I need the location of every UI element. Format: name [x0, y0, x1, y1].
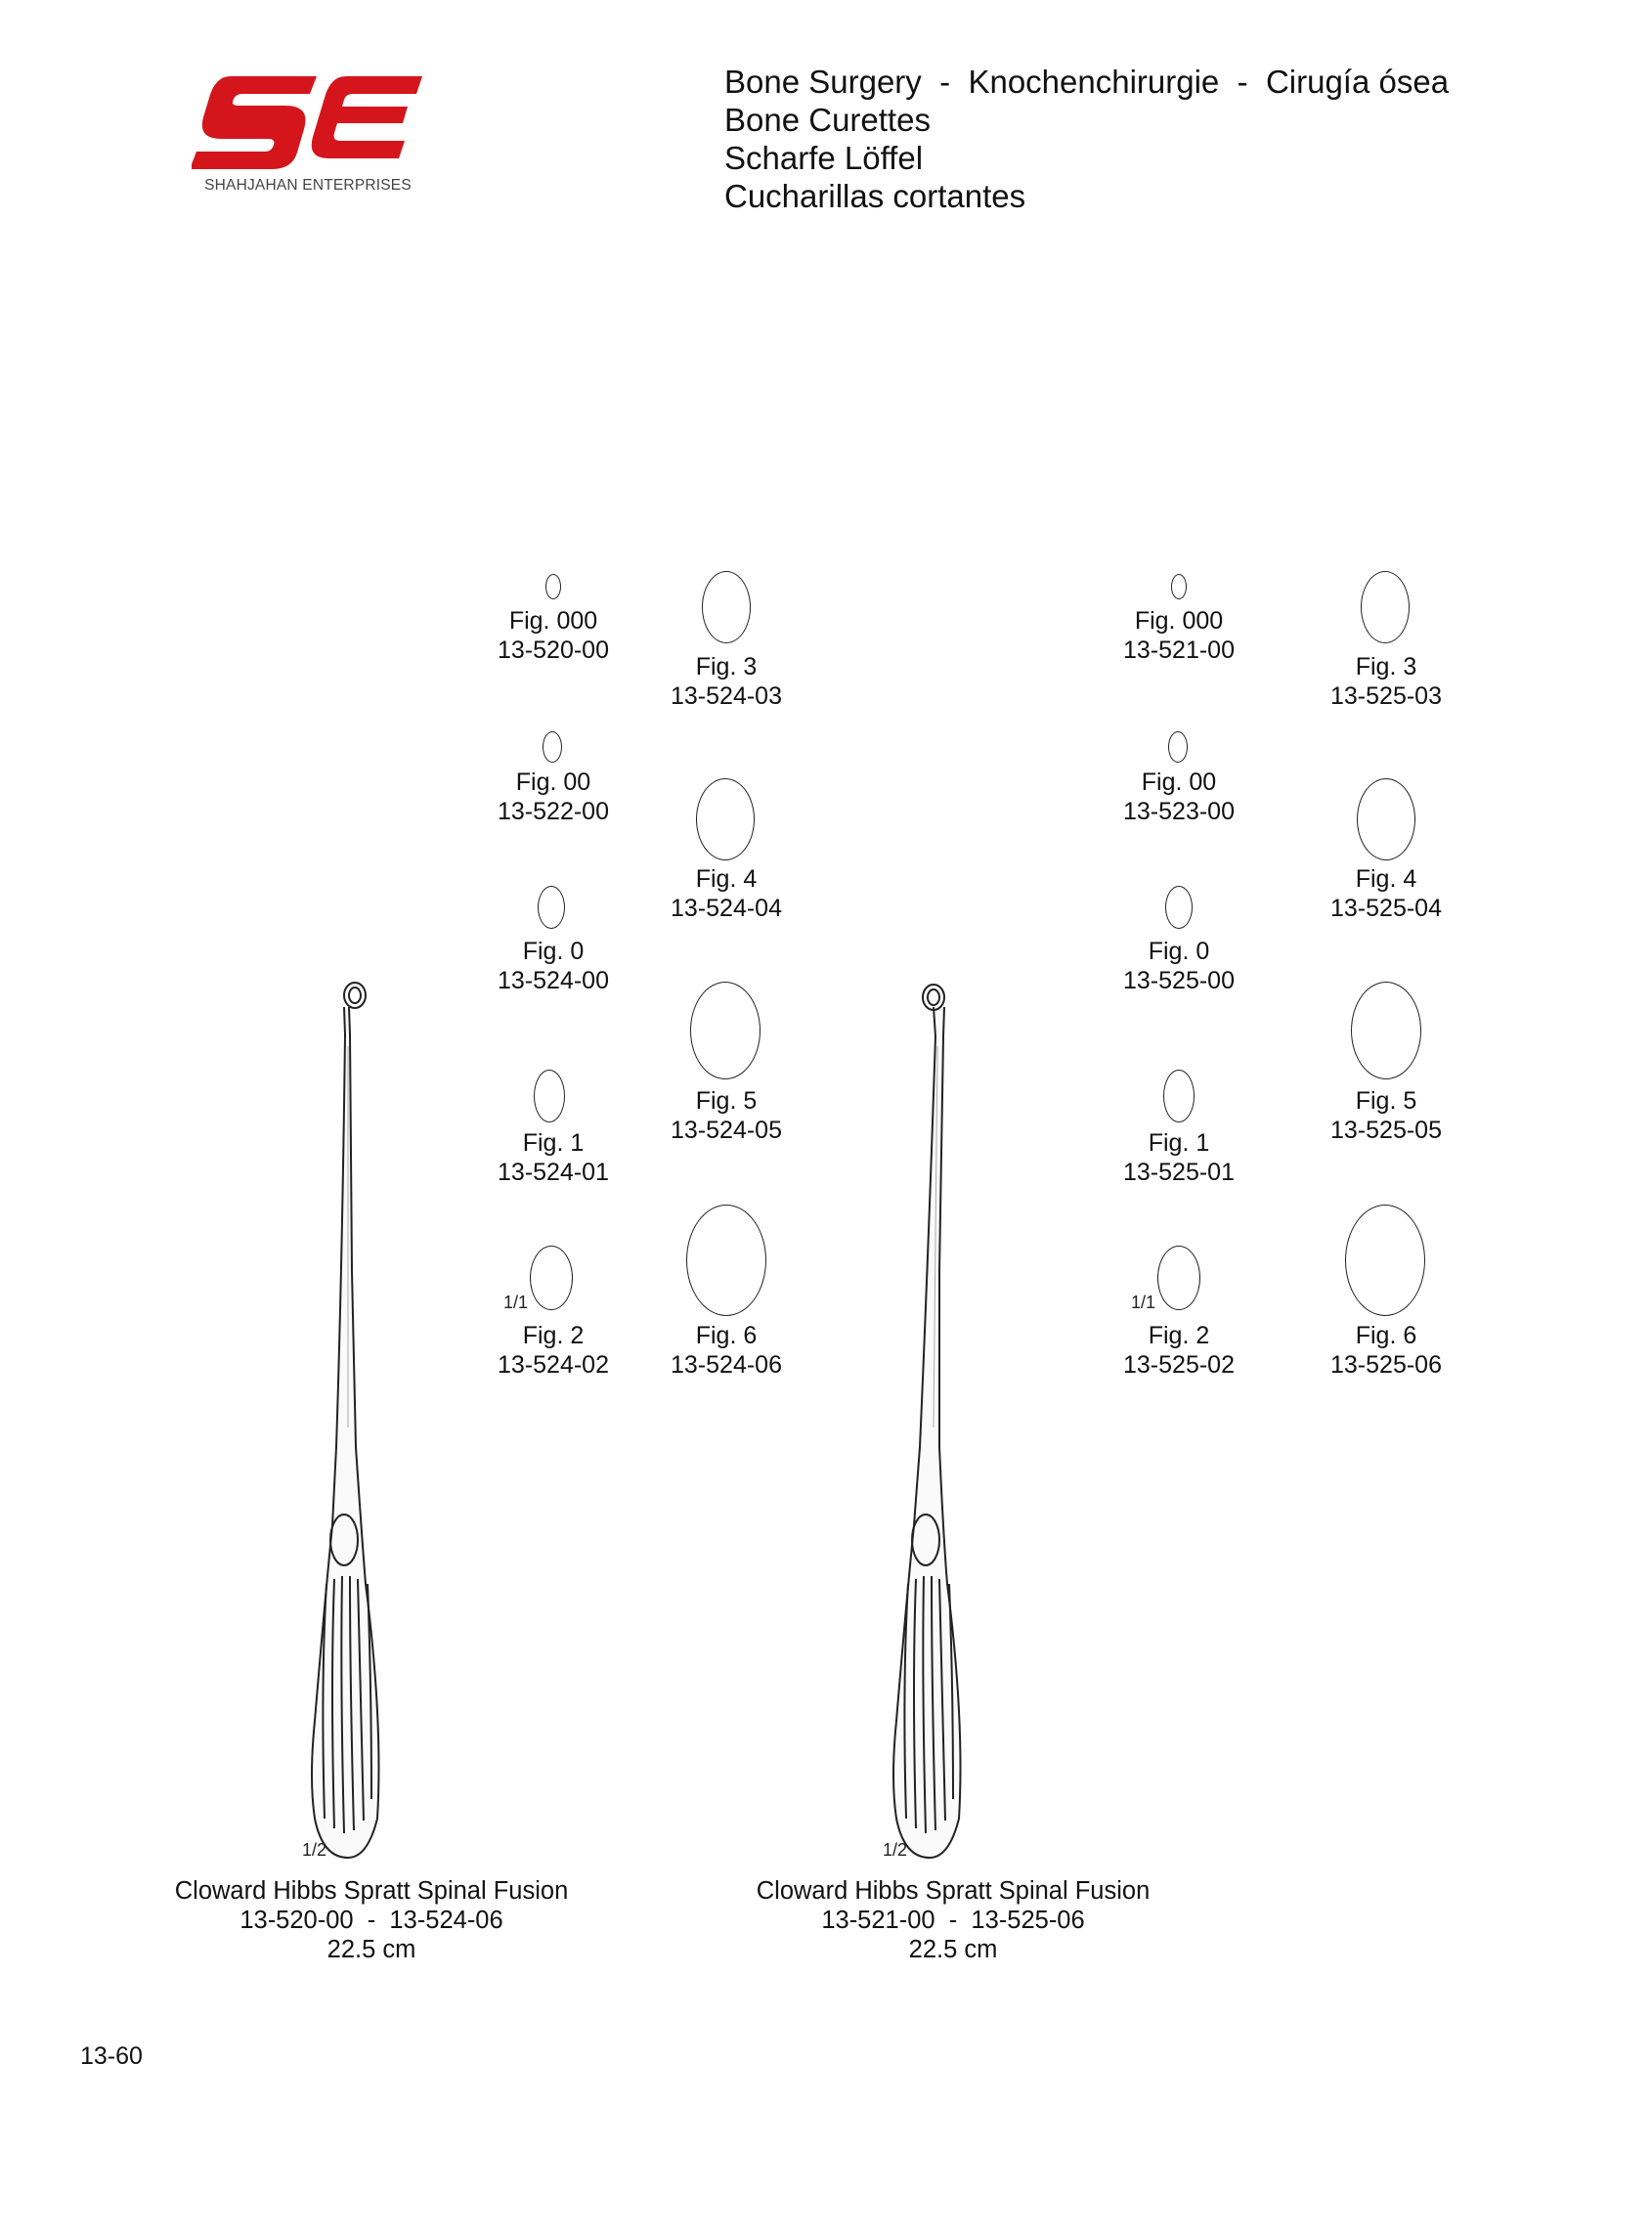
fig-label: Fig. 000 13-521-00 — [1123, 607, 1235, 664]
instrument-scale-label: 1/2 — [883, 1840, 908, 1860]
page-number: 13-60 — [80, 2042, 143, 2070]
tip-outline — [690, 982, 761, 1079]
fig-label: Fig. 0 13-525-00 — [1123, 938, 1235, 994]
product-caption-left — [117, 1876, 626, 1964]
fig-label: Fig. 2 13-525-02 — [1123, 1322, 1235, 1379]
tip-outline — [534, 1070, 565, 1122]
tip-outline — [543, 731, 562, 763]
curette-illustration-left — [293, 978, 489, 1877]
fig-label: Fig. 1 13-525-01 — [1123, 1129, 1235, 1186]
tip-outline — [530, 1246, 573, 1310]
tip-outline — [1357, 778, 1415, 860]
tip-outline — [686, 1205, 766, 1316]
product-caption-right — [699, 1876, 1207, 1964]
tip-outline — [1361, 571, 1410, 643]
fig-scale-label: 1/1 — [1131, 1293, 1156, 1312]
tip-outline — [696, 778, 755, 860]
product-code-range: 13-521-00 - 13-525-06 — [821, 1907, 1085, 1934]
fig-label: Fig. 6 13-525-06 — [1330, 1322, 1442, 1379]
product-name: Cloward Hibbs Spratt Spinal Fusion — [174, 1877, 569, 1905]
fig-label: Fig. 4 13-525-04 — [1330, 865, 1442, 922]
curette-illustration-right — [875, 978, 1070, 1877]
fig-label: Fig. 3 13-524-03 — [671, 653, 782, 710]
product-name: Cloward Hibbs Spratt Spinal Fusion — [756, 1877, 1151, 1905]
fig-label: Fig. 000 13-520-00 — [498, 607, 609, 664]
tip-outline — [1165, 886, 1193, 929]
header-title-es: Cucharillas cortantes — [724, 178, 1026, 214]
page-header — [724, 63, 1449, 215]
fig-label: Fig. 5 13-524-05 — [671, 1087, 782, 1144]
fig-label: Fig. 6 13-524-06 — [671, 1322, 782, 1379]
fig-label: Fig. 1 13-524-01 — [498, 1129, 609, 1186]
tip-outline — [1171, 574, 1187, 599]
company-name: SHAHJAHAN ENTERPRISES — [204, 177, 412, 194]
tip-outline — [545, 574, 561, 599]
tip-outline — [1345, 1205, 1425, 1316]
fig-label: Fig. 5 13-525-05 — [1330, 1087, 1442, 1144]
tip-outline — [1351, 982, 1421, 1079]
instrument-scale-label: 1/2 — [302, 1840, 327, 1860]
tip-outline — [1157, 1246, 1200, 1310]
company-logo — [192, 70, 426, 198]
header-title-de: Scharfe Löffel — [724, 140, 924, 176]
fig-scale-label: 1/1 — [503, 1293, 529, 1312]
product-length: 22.5 cm — [908, 1936, 998, 1963]
fig-label: Fig. 3 13-525-03 — [1330, 653, 1442, 710]
product-length: 22.5 cm — [326, 1936, 416, 1963]
se-logo-mark — [192, 70, 426, 173]
header-title-en: Bone Curettes — [724, 102, 931, 138]
tip-outline — [1163, 1070, 1195, 1122]
tip-outline — [1168, 731, 1188, 763]
fig-label: Fig. 00 13-522-00 — [498, 768, 609, 825]
tip-outline — [702, 571, 751, 643]
fig-label: Fig. 2 13-524-02 — [498, 1322, 609, 1379]
fig-label: Fig. 4 13-524-04 — [671, 865, 782, 922]
product-code-range: 13-520-00 - 13-524-06 — [239, 1907, 503, 1934]
tip-outline — [538, 886, 565, 929]
fig-label: Fig. 0 13-524-00 — [498, 938, 609, 994]
fig-label: Fig. 00 13-523-00 — [1123, 768, 1235, 825]
header-category: Bone Surgery - Knochenchirurgie - Cirugía ósea — [724, 64, 1450, 100]
